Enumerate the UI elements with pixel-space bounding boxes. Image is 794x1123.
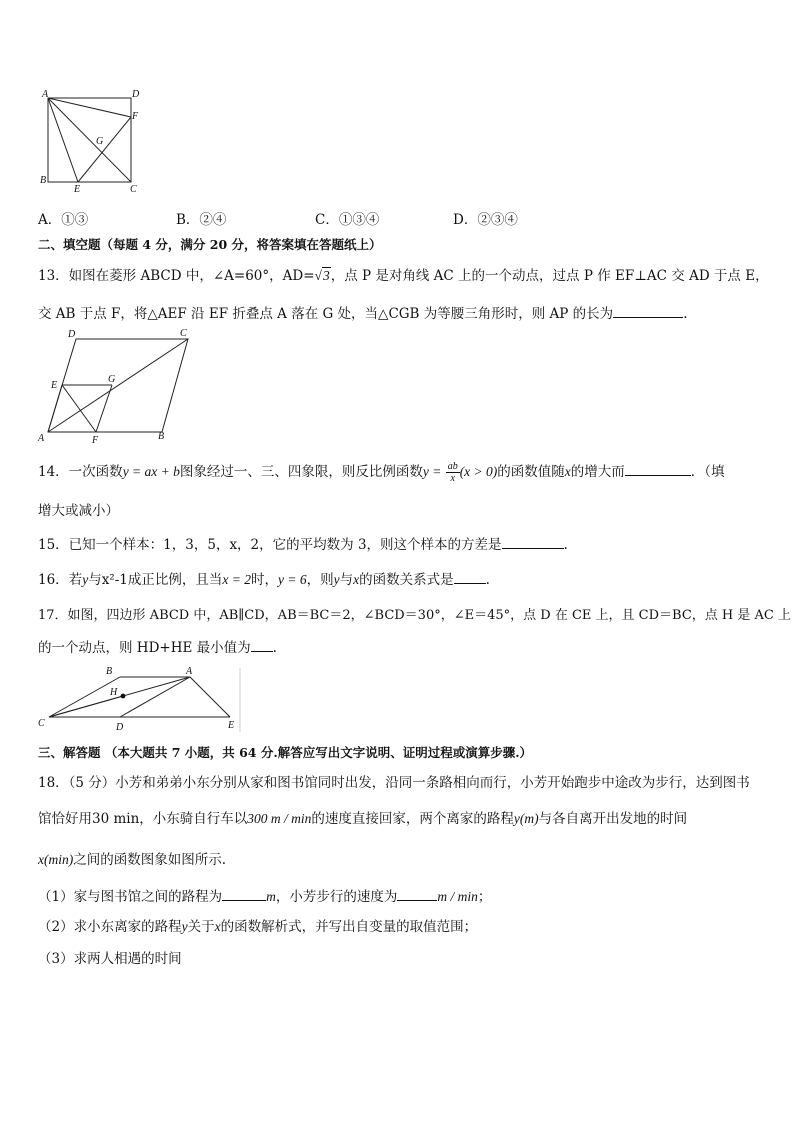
segment-af xyxy=(48,98,131,117)
label-f: F xyxy=(132,111,139,122)
label-e: E xyxy=(74,184,81,194)
q12-option-b[interactable]: B．②④ xyxy=(176,212,227,228)
q17-answer-blank[interactable] xyxy=(251,637,273,652)
point-h xyxy=(121,694,126,699)
q12-square-figure xyxy=(36,86,146,194)
q13-line-1: 13．如图在菱形 ABCD 中，∠A=60°，AD=√3，点 P 是对角线 AC 上的一个动点，过点 P 作 EF⊥AC 交 AD 于点 E， xyxy=(38,268,769,284)
label-c: C xyxy=(38,718,45,729)
segment-gf xyxy=(96,385,112,432)
q16-text: 16．若y与x²-1成正比例，且当x = 2时，y = 6，则y与x的函数关系式是 . xyxy=(38,568,490,588)
label-g: G xyxy=(96,136,104,147)
diagonal-ac xyxy=(48,98,131,182)
q14-line-1: 14．一次函数y = ax + b图象经过一、三、四象限，则反比例函数y = $\frac{ab}{x}$ (x > 0)的函数值随x的增大而 ．（填 xyxy=(38,461,725,484)
q14-answer-blank[interactable] xyxy=(625,461,691,476)
q14-line-2: 增大或减小） xyxy=(38,503,119,519)
q18-distance-blank[interactable] xyxy=(222,886,266,901)
q18-part-3: （3）求两人相遇的时间 xyxy=(38,951,182,967)
label-d: D xyxy=(68,329,76,340)
segment-ae xyxy=(48,98,78,182)
segment-ae xyxy=(190,677,230,717)
q18-line-2: 馆恰好用30 min，小东骑自行车以300 m / min的速度直接回家，两个离家的路程y(m)与各自离开出发地的时间 xyxy=(38,811,688,827)
q17-line-1: 17．如图，四边形 ABCD 中，AB∥CD，AB＝BC＝2，∠BCD＝30°，∠E＝45°，点 D 在 CE 上，且 CD＝BC，点 H 是 AC 上 xyxy=(38,608,791,623)
label-b: B xyxy=(106,666,113,677)
label-g: G xyxy=(108,374,116,385)
segment-ef xyxy=(62,385,96,432)
segment-ch xyxy=(49,696,123,717)
label-h: H xyxy=(110,687,118,698)
label-a: A xyxy=(38,433,45,444)
q12-option-d[interactable]: D．②③④ xyxy=(453,212,518,228)
label-b: B xyxy=(158,431,165,442)
q18-part-1: （1）家与图书馆之间的路程为 m，小芳步行的速度为 m / min； xyxy=(38,885,491,905)
section-2-title: 二、填空题（每题 4 分，满分 20 分，将答案填在答题纸上） xyxy=(38,237,382,252)
label-e: E xyxy=(228,720,235,731)
q12-option-a[interactable]: A．①③ xyxy=(38,212,89,228)
q18-part-2: （2）求小东离家的路程y关于x的函数解析式，并写出自变量的取值范围； xyxy=(38,919,478,935)
q15-text: 15．已知一个样本：1，3，5，x，2，它的平均数为 3，则这个样本的方差是 . xyxy=(38,533,568,553)
label-c: C xyxy=(130,184,137,194)
label-c: C xyxy=(180,328,187,339)
label-e: E xyxy=(51,380,58,391)
segment-da xyxy=(120,677,190,717)
q13-rhombus-figure xyxy=(34,325,194,445)
section-3-title: 三、解答题 （本大题共 7 小题，共 64 分.解答应写出文字说明、证明过程或演算步骤.） xyxy=(38,745,533,760)
label-b: B xyxy=(40,175,47,186)
q18-line-3: x(min)之间的函数图象如图所示. xyxy=(38,852,227,868)
q17-line-2: 的一个动点，则 HD+HE 最小值为 . xyxy=(38,636,277,656)
q14-fraction: $\frac{ab}{x}$ xyxy=(447,461,458,484)
q12-option-c[interactable]: C．①③④ xyxy=(315,212,380,228)
segment-ae xyxy=(48,385,62,432)
q13-line-2: 交 AB 于点 F，将△AEF 沿 EF 折叠点 A 落在 G 处，当△CGB 为等腰三角形时，则 AP 的长为 . xyxy=(38,302,687,322)
segment-ef xyxy=(78,117,131,182)
label-d: D xyxy=(132,89,140,100)
q18-line-1: 18．（5 分）小芳和弟弟小东分别从家和图书馆同时出发，沿同一条路相向而行，小芳开始跑步中途改为步行，达到图书 xyxy=(38,775,750,791)
sqrt-3: √3 xyxy=(314,268,330,283)
q13-answer-blank[interactable] xyxy=(613,303,683,318)
label-d: D xyxy=(116,722,124,733)
label-a: A xyxy=(186,666,193,677)
q17-quadrilateral-figure xyxy=(34,662,244,734)
q14-linear-formula: y = ax + b xyxy=(122,464,180,479)
q16-answer-blank[interactable] xyxy=(454,569,486,584)
q18-speed-blank[interactable] xyxy=(397,886,437,901)
label-a: A xyxy=(42,89,49,100)
q15-answer-blank[interactable] xyxy=(502,534,564,549)
label-f: F xyxy=(92,435,99,445)
